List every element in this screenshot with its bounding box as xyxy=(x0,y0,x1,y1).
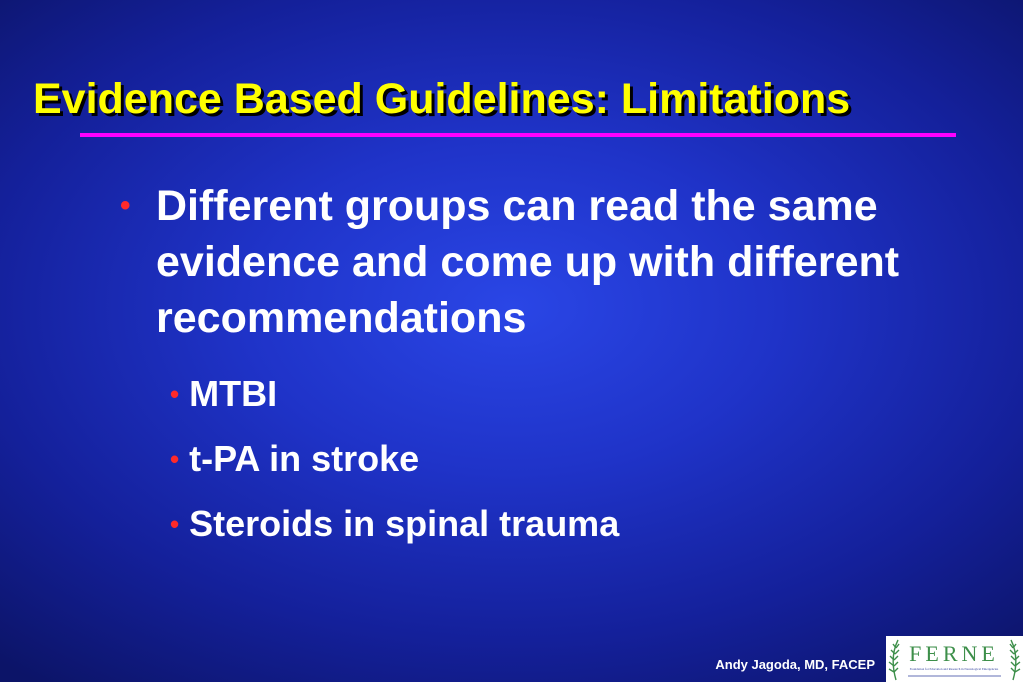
title-underline xyxy=(80,133,956,137)
sub-bullet-item xyxy=(170,372,277,416)
logo-wordmark: FERNE xyxy=(909,641,999,666)
sub-bullet-item xyxy=(170,502,619,546)
sub-bullet-text: MTBI xyxy=(189,373,278,414)
bullet-text: Different groups can read the same evidence and come up with different recommendations xyxy=(156,182,900,342)
bullet-item xyxy=(120,178,940,346)
sub-bullet-text: Steroids in spinal trauma xyxy=(189,503,620,544)
bullet-glyph: • xyxy=(120,189,131,222)
slide-title: Evidence Based Guidelines: Limitations xyxy=(33,75,851,123)
ferne-logo-graphic xyxy=(886,636,1023,682)
sub-bullet-glyph: • xyxy=(170,379,180,409)
sub-bullet-glyph: • xyxy=(170,444,180,474)
footer-author: Andy Jagoda, MD, FACEP xyxy=(715,657,875,672)
sub-bullet-item xyxy=(170,437,419,481)
sub-bullet-glyph: • xyxy=(170,509,180,539)
logo-tagline: Foundation for Education and Research in Neurological Emergencies xyxy=(909,667,999,671)
ferne-logo xyxy=(886,636,1023,682)
sub-bullet-text: t-PA in stroke xyxy=(189,438,420,479)
